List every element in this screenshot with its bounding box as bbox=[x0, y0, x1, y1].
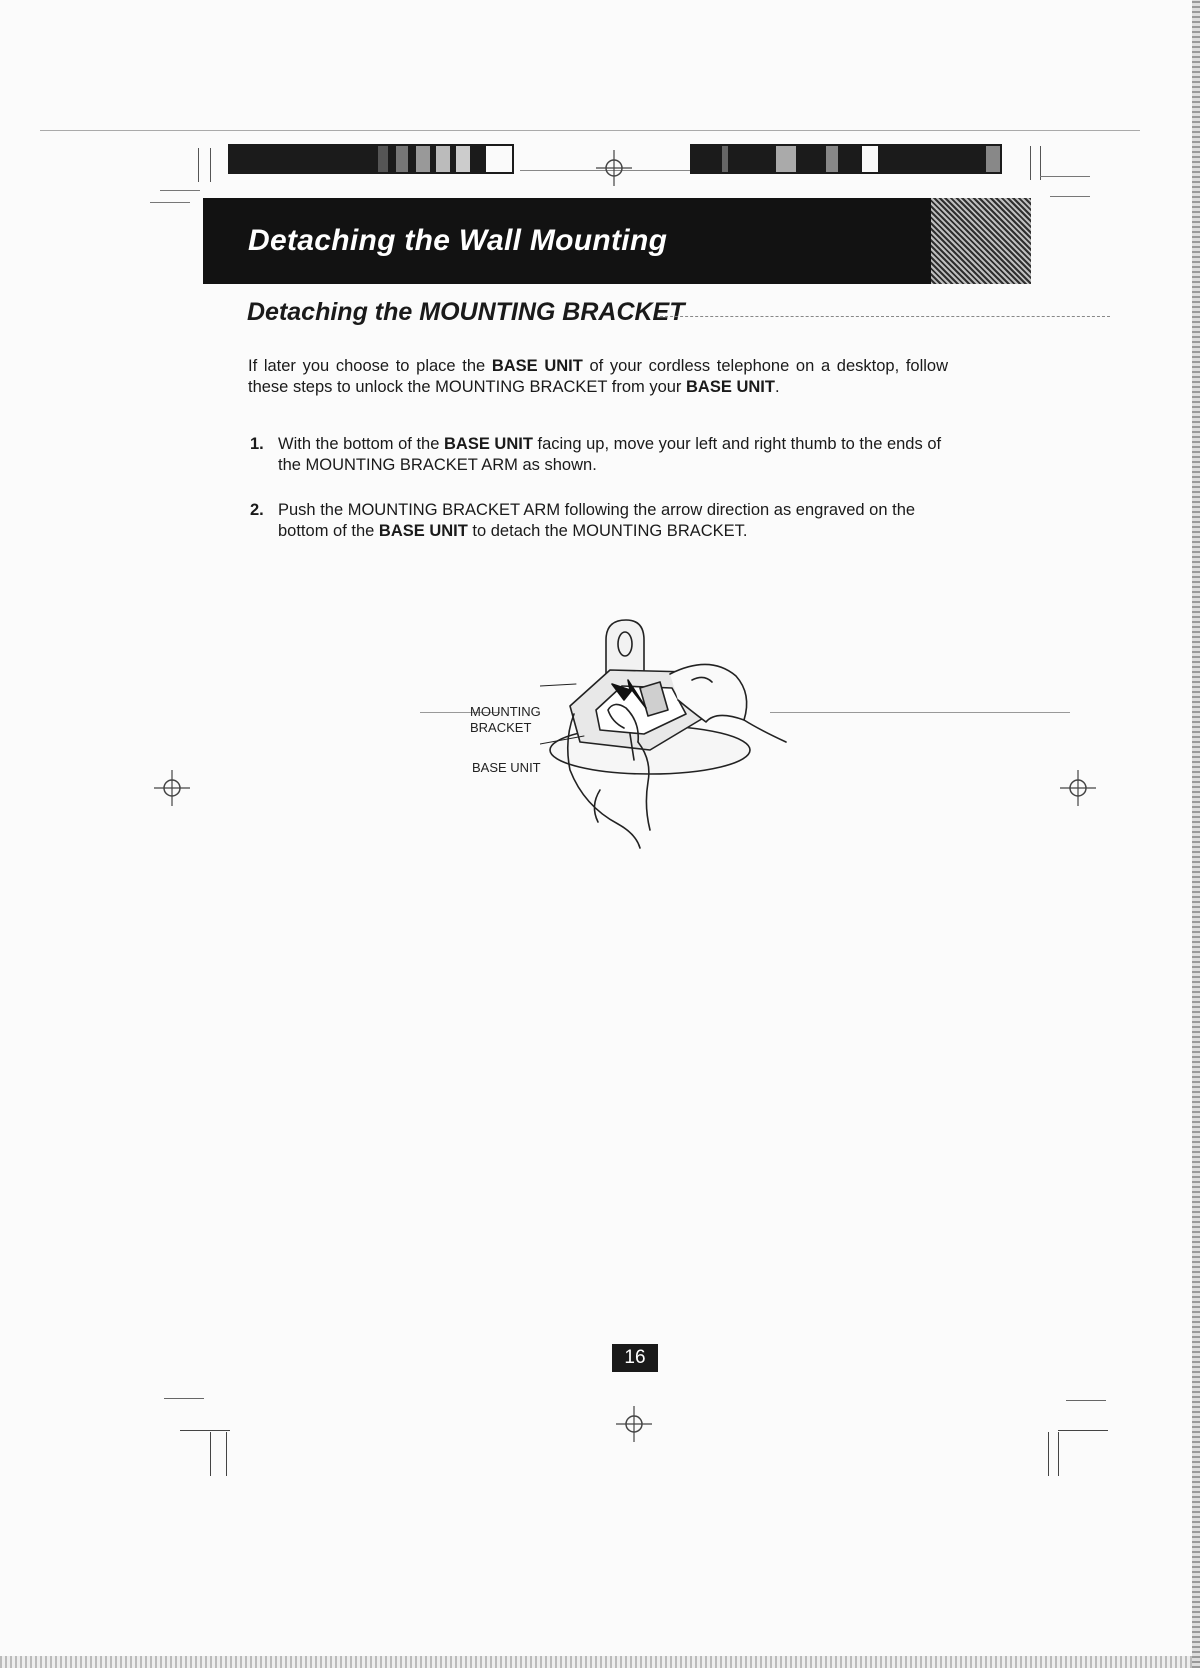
intro-bold: BASE UNIT bbox=[686, 378, 775, 396]
crosshair-icon bbox=[1058, 768, 1098, 808]
step-number: 1. bbox=[250, 435, 264, 453]
crosshair-icon bbox=[594, 148, 634, 188]
bracket-illustration bbox=[540, 610, 800, 870]
callout-base-unit: BASE UNIT bbox=[472, 760, 541, 775]
page-number: 16 bbox=[612, 1344, 658, 1372]
step-text-part: With the bottom of the bbox=[278, 435, 444, 453]
intro-bold: BASE UNIT bbox=[491, 357, 583, 375]
callout-text: BRACKET bbox=[470, 720, 532, 735]
page-title: Detaching the Wall Mounting bbox=[248, 224, 668, 257]
banner-texture bbox=[931, 198, 1031, 284]
step-text-bold: BASE UNIT bbox=[378, 522, 468, 540]
step-text-part: to detach the MOUNTING BRACKET. bbox=[467, 522, 748, 540]
step-text-part: facing up, move your left and right thumb to the ends of the MOUNTING BRACKET ARM as shown. bbox=[278, 435, 942, 474]
callout-mounting-bracket bbox=[470, 704, 541, 736]
step-text-part: Push the MOUNTING BRACKET ARM following the arrow direction as engraved on the bottom of the bbox=[278, 501, 916, 540]
step-text bbox=[278, 434, 950, 476]
heading-rule bbox=[660, 316, 1110, 317]
crosshair-icon bbox=[614, 1404, 654, 1444]
step-text bbox=[278, 500, 950, 542]
callout-text: MOUNTING bbox=[470, 704, 541, 719]
step-number: 2. bbox=[250, 501, 264, 519]
section-heading: Detaching the MOUNTING BRACKET bbox=[247, 298, 685, 326]
intro-paragraph bbox=[248, 356, 948, 398]
step-text-bold: BASE UNIT bbox=[444, 435, 533, 453]
intro-text: If later you choose to place the bbox=[248, 357, 492, 375]
scan-edge bbox=[0, 1656, 1200, 1668]
title-banner bbox=[203, 198, 1031, 284]
scan-edge bbox=[1192, 0, 1200, 1668]
step-item bbox=[250, 500, 950, 542]
intro-text: . bbox=[774, 378, 780, 396]
crosshair-icon bbox=[152, 768, 192, 808]
step-item bbox=[250, 434, 950, 476]
intro-text: of your cordless telephone on a desktop, follow these steps to unlock the MOUNTING BRACKET from your bbox=[248, 357, 948, 396]
